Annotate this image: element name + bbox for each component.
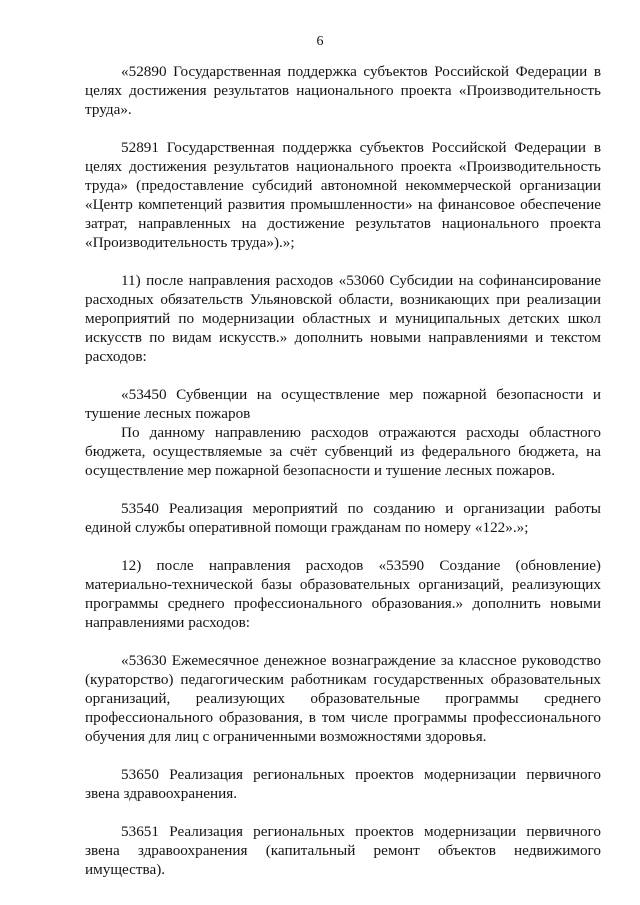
page-number: 6 [316, 34, 324, 49]
paragraph-item-12: 12) после направления расходов «53590 Создание (обновление) материально-технической базы образовательных организаций, реализующих программы среднего профессионального образования.» дополнить новыми направлениями расходов: [85, 557, 601, 631]
paragraph-53651: 53651 Реализация региональных проектов модернизации первичного звена здравоохранения (капитальный ремонт объектов недвижимого имущества). [85, 823, 601, 878]
paragraph-52891: 52891 Государственная поддержка субъектов Российской Федерации в целях достижения результатов национального проекта «Производительность труда» (предоставление субсидий автономной некоммерческой организации «Центр компетенций развития промышленности» на финансовое обеспечение затрат, направленных на достижение результатов национального проекта «Производительность труда»).»; [85, 139, 601, 251]
document-body [85, 62, 601, 879]
paragraph-53450: «53450 Субвенции на осуществление мер пожарной безопасности и тушение лесных пожаров [85, 386, 601, 422]
paragraph-52890: «52890 Государственная поддержка субъектов Российской Федерации в целях достижения результатов национального проекта «Производительность труда». [85, 63, 601, 118]
paragraph-53650: 53650 Реализация региональных проектов модернизации первичного звена здравоохранения. [85, 766, 601, 802]
paragraph-item-11: 11) после направления расходов «53060 Субсидии на софинансирование расходных обязательств Ульяновской области, возникающих при реализации мероприятий по модернизации областных и муниципальных детских школ искусств по видам искусств.» дополнить новыми направлениями и текстом расходов: [85, 272, 601, 365]
paragraph-53450-description: По данному направлению расходов отражаются расходы областного бюджета, осуществляемые за счёт субвенций из федерального бюджета, на осуществление мер пожарной безопасности и тушение лесных пожаров. [85, 424, 601, 479]
paragraph-53630: «53630 Ежемесячное денежное вознаграждение за классное руководство (кураторство) педагогическим работникам государственных образовательных организаций, реализующих образовательные программы среднего профессионального образования, в том числе программы профессионального обучения для лиц с ограниченными возможностями здоровья. [85, 652, 601, 745]
paragraph-53540: 53540 Реализация мероприятий по созданию и организации работы единой службы оперативной помощи гражданам по номеру «122».»; [85, 500, 601, 536]
